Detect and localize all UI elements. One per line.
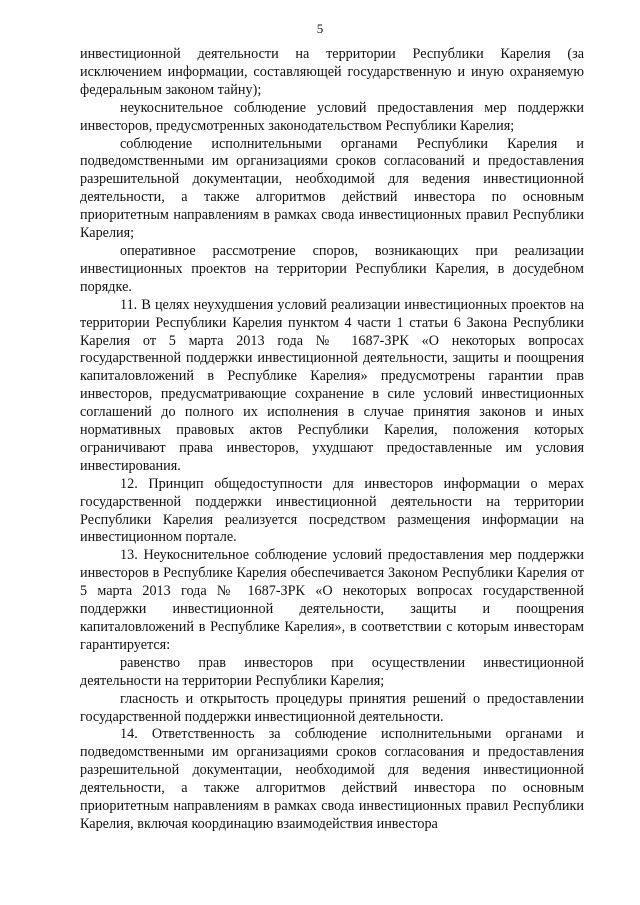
paragraph: неукоснительное соблюдение условий предоставления мер поддержки инвесторов, предусмотренных законодательством Республики Карелия; xyxy=(80,99,584,134)
paragraph: инвестиционной деятельности на территории Республики Карелия (за исключением информации, составляющей государственную и иную охраняемую федеральным законом тайну); xyxy=(80,46,584,98)
paragraph: оперативное рассмотрение споров, возникающих при реализации инвестиционных проектов на территории Республики Карелия, в досудебном порядке. xyxy=(80,242,584,295)
paragraph: 14. Ответственность за соблюдение исполнительными органами и подведомственными им организациями сроков согласования и предоставления разрешительной документации, необходимой для ведения инвестиционной деятельности, а также алгоритмов действий инвестора по основным приоритетным направлениям в рамках свода инвестиционных правил Республики Карелия, включая координацию взаимодействия инвестора xyxy=(80,726,584,832)
paragraph: равенство прав инвесторов при осуществлении инвестиционной деятельности на территории Республики Карелия; xyxy=(80,654,584,689)
paragraph: 12. Принцип общедоступности для инвесторов информации о мерах государственной поддержки инвестиционной деятельности на территории Республики Карелия реализуется посредством размещения информации на инвестиционном портале. xyxy=(80,475,584,546)
paragraph: соблюдение исполнительными органами Республики Карелия и подведомственными им организациями сроков согласований и предоставления разрешительной документации, необходимой для ведения инвестиционной деятельности, а также алгоритмов действий инвестора по основным приоритетным направлениям в рамках свода инвестиционных правил Республики Карелия; xyxy=(80,135,584,242)
document-body xyxy=(80,46,584,834)
paragraph: 11. В целях неухудшения условий реализации инвестиционных проектов на территории Республики Карелия пунктом 4 части 1 статьи 6 Закона Республики Карелия от 5 марта 2013 года № 1687-ЗРК «О некоторых вопросах государственной поддержки инвестиционной деятельности, защиты и поощрения капиталовложений в Республике Карелия» предусмотрены гарантии прав инвесторов, предусматривающие сохранение в силе условий инвестиционных соглашений до полного их исполнения в случае принятия законов и иных нормативных правовых актов Республики Карелия, положения которых ограничивают права инвесторов, ухудшают предоставленные им условия инвестирования. xyxy=(80,296,584,474)
paragraph: 13. Неукоснительное соблюдение условий предоставления мер поддержки инвесторов в Республике Карелия обеспечивается Законом Республики Карелия от 5 марта 2013 года № 1687-ЗРК «О некоторых вопросах государственной поддержки инвестиционной деятельности, защиты и поощрения капиталовложений в Республике Карелия», в соответствии с которым инвесторам гарантируется: xyxy=(80,547,584,653)
paragraph: гласность и открытость процедуры принятия решений о предоставлении государственной поддержки инвестиционной деятельности. xyxy=(80,690,584,725)
page-number: 5 xyxy=(316,21,324,36)
